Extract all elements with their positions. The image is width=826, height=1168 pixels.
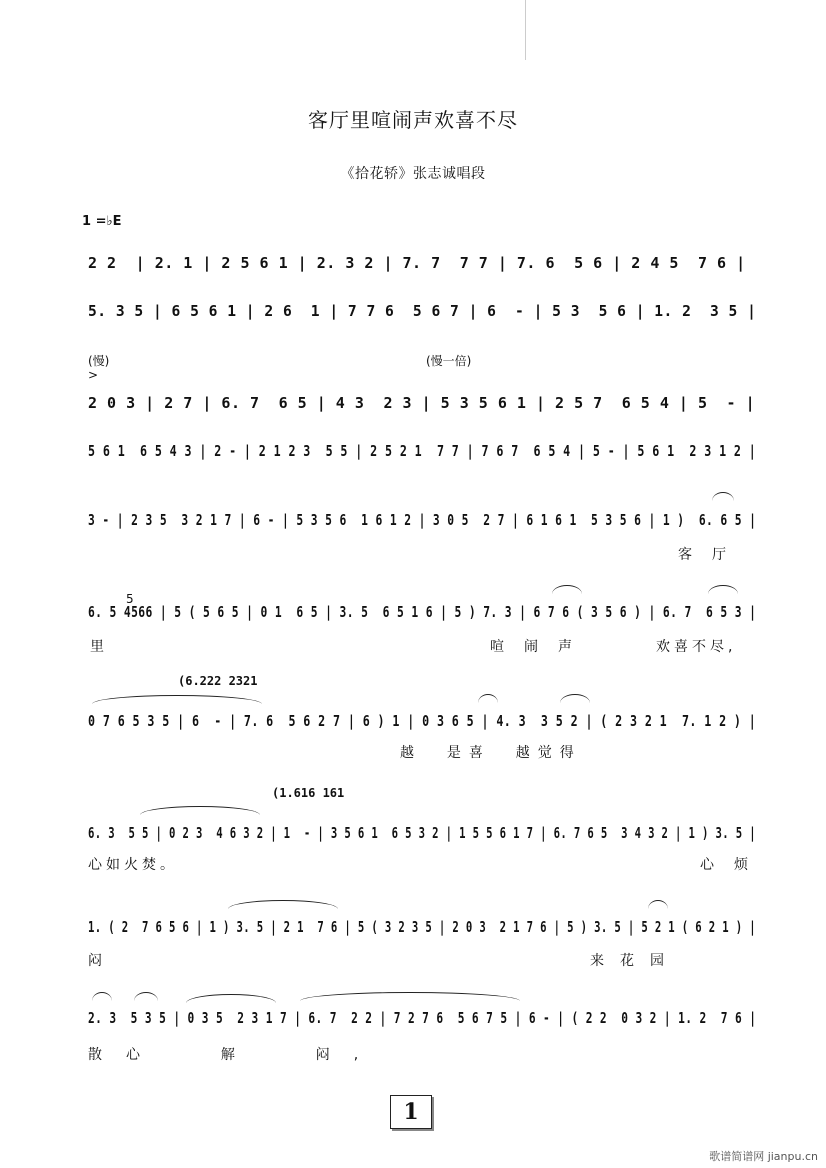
slur <box>478 694 498 703</box>
page-number: 1 <box>390 1095 432 1129</box>
lyric-line-7: 越 是喜 越觉得 <box>400 745 582 761</box>
lyric-line-9a: 闷 <box>88 953 122 969</box>
slur <box>300 992 520 1001</box>
notation-row-3: 2 0 3 | 2 7 | 6. 7 6 5 | 4 3 2 3 | 5 3 5 6 1 | 2 5 7 6 5 4 | 5 - | <box>88 394 756 412</box>
site-watermark: 歌谱简谱网 jianpu.cn <box>709 1150 818 1163</box>
ornament-row-8: (1.616 161 <box>272 786 345 800</box>
notation-row-1: 2 2 | 2. 1 | 2 5 6 1 | 2. 3 2 | 7. 7 7 7 | 7. 6 5 6 | 2 4 5 7 6 | <box>88 254 746 272</box>
notation-row-10: 2. 3 5 3 5 | 0 3 5 2 3 1 7 | 6. 7 2 2 | 7 2 7 6 5 6 7 5 | 6 - | ( 2 2 0 3 2 | 1. 2 7 6 | <box>88 1009 757 1027</box>
slur <box>560 694 590 703</box>
lyric-line-9b: 来花园 <box>590 953 680 969</box>
notation-row-7: 0 7 6 5 3 5 | 6 - | 7. 6 5 6 2 7 | 6 ) 1 | 0 3 6 5 | 4. 3 3 5 2 | ( 2 3 2 1 7. 1 2 ) | <box>88 712 757 730</box>
lyric-line-6c: 欢喜不尽, <box>656 639 737 655</box>
slur <box>708 585 738 594</box>
ornament-row-7: (6.222 2321 <box>178 674 258 688</box>
slur <box>228 900 338 909</box>
slur <box>140 806 260 815</box>
fold-line <box>525 0 526 60</box>
accent-mark: > <box>88 368 99 382</box>
slur <box>134 992 158 1001</box>
slur <box>92 695 262 704</box>
slur <box>92 992 112 1001</box>
slur <box>712 492 734 501</box>
tempo-mark-slow-double: (慢一倍) <box>426 354 472 368</box>
lyric-line-6a: 里 <box>90 639 124 655</box>
lyric-line-5: 客厅 <box>678 547 746 563</box>
notation-row-5: 3 - | 2 3 5 3 2 1 7 | 6 - | 5 3 5 6 1 6 1 2 | 3 0 5 2 7 | 6 1 6 1 5 3 5 6 | 1 ) 6. 6 5 | <box>88 511 757 529</box>
notation-row-6: 6. 5 4566 | 5 ( 5 6 5 | 0 1 6 5 | 3. 5 6 5 1 6 | 5 ) 7. 3 | 6 7 6 ( 3 5 6 ) | 6. 7 6 5 3 | <box>88 603 757 621</box>
notation-row-8: 6. 3 5 5 | 0 2 3 4 6 3 2 | 1 - | 3 5 6 1 6 5 3 2 | 1 5 5 6 1 7 | 6. 7 6 5 3 4 3 2 | 1 ) 3. 5 | <box>88 824 757 842</box>
grace-note: 5 <box>126 592 134 606</box>
lyric-line-8a: 心如火焚。 <box>88 857 178 873</box>
notation-row-9: 1. ( 2 7 6 5 6 | 1 ) 3. 5 | 2 1 7 6 | 5 ( 3 2 3 5 | 2 0 3 2 1 7 6 | 5 ) 3. 5 | 5 2 1 ( 6 2 1 ) | <box>88 918 757 936</box>
page-subtitle: 《拾花轿》张志诚唱段 <box>340 166 486 182</box>
lyric-line-8b: 心烦 <box>700 857 768 873</box>
key-signature: 1 =♭E <box>82 214 122 229</box>
notation-row-2: 5. 3 5 | 6 5 6 1 | 2 6 1 | 7 7 6 5 6 7 | 6 - | 5 3 5 6 | 1. 2 3 5 | <box>88 302 757 320</box>
slur <box>552 585 582 594</box>
lyric-line-10: 散心 解 闷, <box>88 1047 383 1063</box>
slur <box>186 994 276 1003</box>
lyric-line-6b: 喧闹声 <box>490 639 592 655</box>
page-title: 客厅里喧闹声欢喜不尽 <box>308 108 518 132</box>
notation-row-4: 5 6 1 6 5 4 3 | 2 - | 2 1 2 3 5 5 | 2 5 2 1 7 7 | 7 6 7 6 5 4 | 5 - | 5 6 1 2 3 1 2 | <box>88 442 757 460</box>
tempo-mark-slow: (慢) <box>88 354 110 368</box>
slur <box>648 900 668 909</box>
